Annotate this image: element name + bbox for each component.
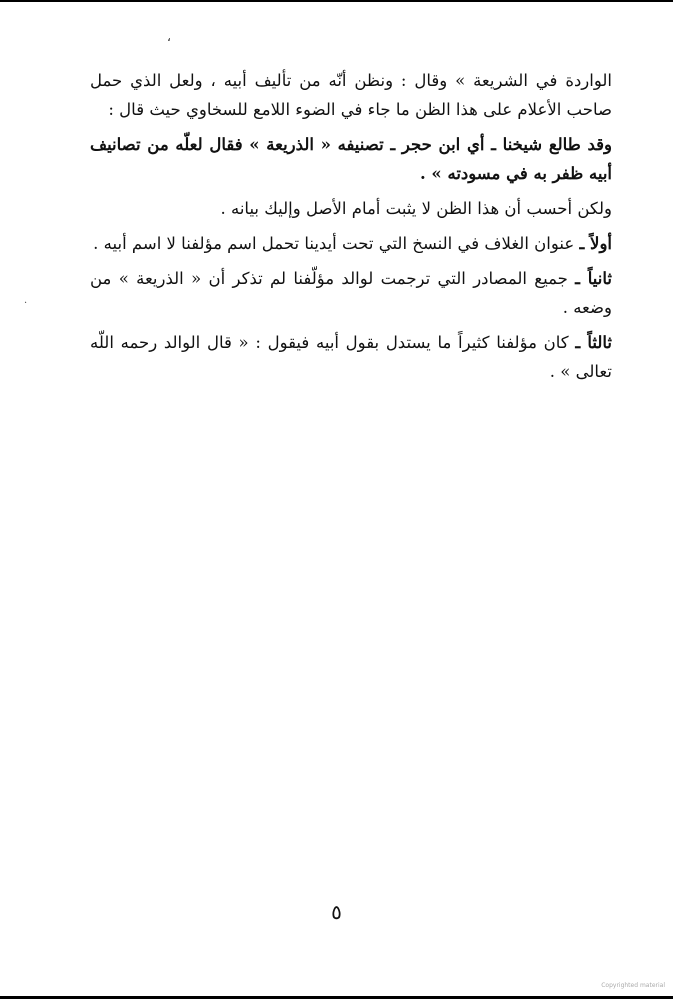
paragraph-text: ولكن أحسب أن هذا الظن لا يثبت أمام الأصل وإليك بيانه . xyxy=(220,199,612,218)
paragraph xyxy=(90,194,612,223)
paragraph-text: وقد طالع شيخنا ـ أي ابن حجر ـ تصنيفه « الذريعة » فقال لعلّه من تصانيف أبيه ظفر به في مسودته » . xyxy=(90,135,612,183)
paragraph xyxy=(90,328,612,386)
paragraph-text: كان مؤلفنا كثيراً ما يستدل بقول أبيه فيقول : « قال الوالد رحمه اللّه تعالى » . xyxy=(90,333,612,381)
top-border-line xyxy=(0,0,673,2)
paragraph-text: الواردة في الشريعة » وقال : ونظن أنّه من تأليف أبيه ، ولعل الذي حمل صاحب الأعلام على هذا الظن ما جاء في الضوء اللامع للسخاوي حيث قال : xyxy=(90,71,612,119)
watermark: Copyrighted material xyxy=(601,982,665,989)
paragraph-text: عنوان الغلاف في النسخ التي تحت أيدينا تحمل اسم مؤلفنا لا اسم أبيه . xyxy=(93,234,580,253)
paragraph xyxy=(90,264,612,322)
paragraph xyxy=(90,66,612,124)
page-body xyxy=(90,66,612,392)
paragraph-lead: ثانياً ـ xyxy=(575,269,612,288)
bottom-border-line xyxy=(0,996,673,999)
paragraph-lead: ثالثاً ـ xyxy=(575,333,613,352)
paragraph-lead: أولاً ـ xyxy=(579,234,612,253)
paragraph-text: جميع المصادر التي ترجمت لوالد مؤلّفنا لم تذكر أن « الذريعة » من وضعه . xyxy=(90,269,612,317)
stray-mark: ، xyxy=(167,30,171,44)
stray-dot: · xyxy=(24,298,28,309)
paragraph xyxy=(90,229,612,258)
page-number: ٥ xyxy=(331,900,342,924)
paragraph xyxy=(90,130,612,188)
